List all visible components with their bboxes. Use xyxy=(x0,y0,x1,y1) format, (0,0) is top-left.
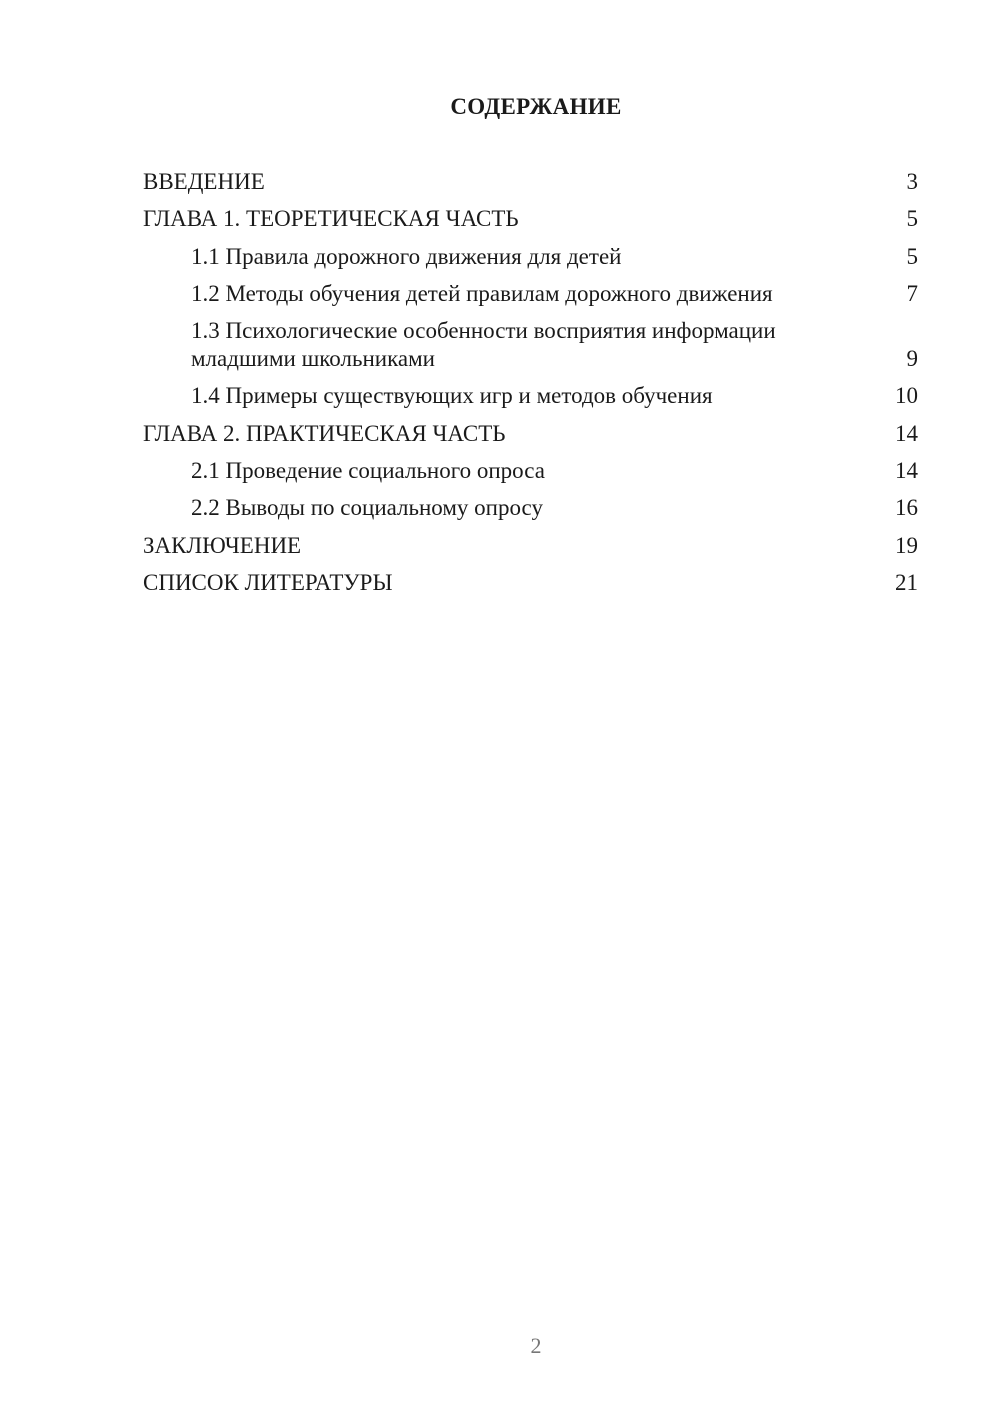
toc-entry-page: 16 xyxy=(895,495,918,521)
toc-entry-chapter-1[interactable] xyxy=(143,205,918,233)
toc-entry-conclusion[interactable] xyxy=(143,532,918,560)
toc-entry-page: 14 xyxy=(895,458,918,484)
toc-entry-label: 1.2 Методы обучения детей правилам дорожного движения xyxy=(191,280,773,306)
toc-entry-section-1-2[interactable] xyxy=(143,280,918,308)
toc-entry-label: 1.4 Примеры существующих игр и методов обучения xyxy=(191,383,713,409)
toc-entry-page: 10 xyxy=(895,383,918,409)
toc-entry-page: 21 xyxy=(895,569,918,595)
toc-entry-chapter-2[interactable] xyxy=(143,420,918,448)
toc-entry-references[interactable] xyxy=(143,569,918,597)
toc-entry-page: 5 xyxy=(906,206,918,232)
toc-entry-label: ГЛАВА 2. ПРАКТИЧЕСКАЯ ЧАСТЬ xyxy=(143,420,506,446)
page-number: 2 xyxy=(530,1333,542,1358)
toc-entry-label: 2.2 Выводы по социальному опросу xyxy=(191,495,543,521)
toc-entry-label: ВВЕДЕНИЕ xyxy=(143,169,265,194)
toc-entry-page: 5 xyxy=(906,243,918,269)
toc-entry-label: 1.3 Психологические особенности восприятия информации младшими школьниками xyxy=(191,318,776,372)
toc-entry-label: 1.1 Правила дорожного движения для детей xyxy=(191,243,622,269)
toc-entry-page: 9 xyxy=(906,346,918,372)
toc-entry-label: 2.1 Проведение социального опроса xyxy=(191,458,545,484)
toc-entry-label: ГЛАВА 1. ТЕОРЕТИЧЕСКАЯ ЧАСТЬ xyxy=(143,206,519,232)
toc-entry-section-1-3[interactable] xyxy=(143,317,918,373)
toc-entry-introduction[interactable] xyxy=(143,168,918,196)
toc-entry-label: СПИСОК ЛИТЕРАТУРЫ xyxy=(143,569,393,595)
page-title: СОДЕРЖАНИЕ xyxy=(450,94,622,119)
toc-entry-section-2-2[interactable] xyxy=(143,494,918,522)
toc-entry-label: ЗАКЛЮЧЕНИЕ xyxy=(143,532,302,558)
toc-entry-section-2-1[interactable] xyxy=(143,457,918,485)
table-of-contents xyxy=(143,168,918,606)
toc-entry-page: 3 xyxy=(906,169,918,194)
toc-entry-section-1-4[interactable] xyxy=(143,382,918,410)
toc-entry-section-1-1[interactable] xyxy=(143,243,918,271)
toc-entry-page: 7 xyxy=(906,280,918,306)
toc-entry-page: 14 xyxy=(895,420,918,446)
toc-entry-page: 19 xyxy=(895,532,918,558)
